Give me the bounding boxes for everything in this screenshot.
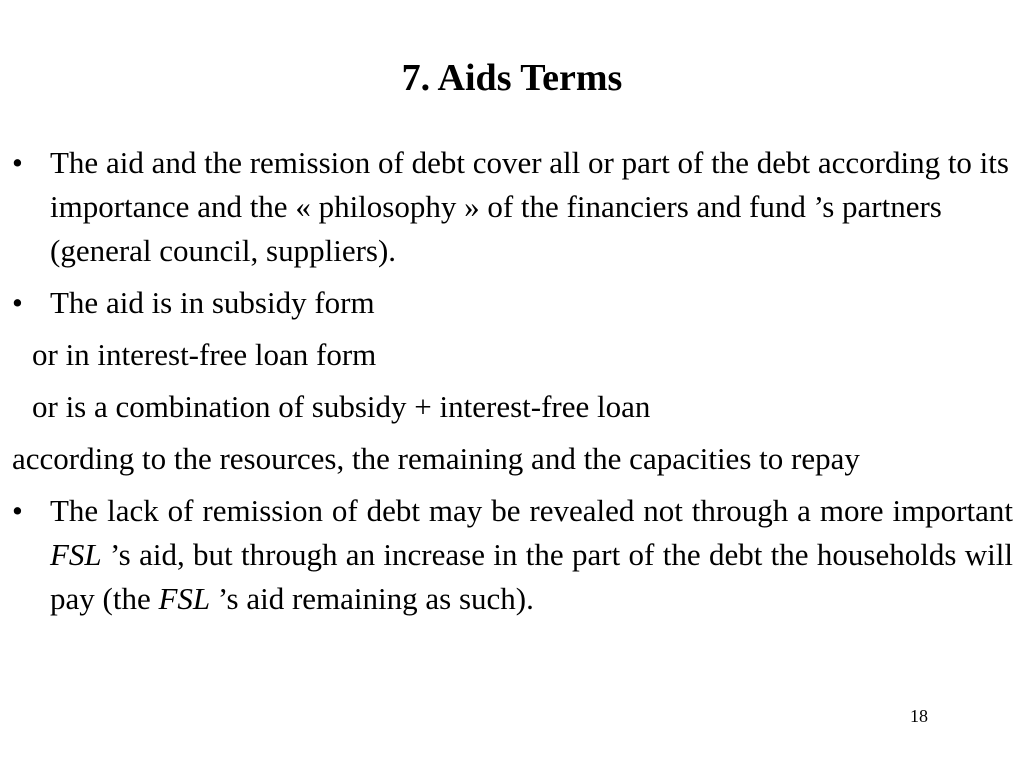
bullet-lack-of-remission — [12, 489, 1013, 621]
fsl-term: FSL — [50, 537, 102, 572]
bullet-subsidy-form: • The aid is in subsidy form — [12, 281, 1013, 325]
line-resources: according to the resources, the remaining and the capacities to repay — [12, 441, 860, 476]
line-combination: or is a combination of subsidy + interest-free loan — [32, 389, 651, 424]
bullet-debt-remission: • The aid and the remission of debt cover all or part of the debt according to its importance and the « philosophy » of the financiers and fund ’s partners (general council, suppliers). — [12, 141, 1013, 273]
slide-content — [12, 141, 1013, 621]
bullet-text-part3: ’s aid remaining as such). — [210, 581, 534, 616]
fsl-term: FSL — [158, 581, 211, 616]
slide-number: 18 — [910, 706, 928, 726]
bullet-text-part1: The lack of remission of debt may be revealed not through a more important — [50, 493, 1013, 528]
slide-title: 7. Aids Terms — [401, 57, 623, 99]
line-interest-free-loan: or in interest-free loan form — [32, 337, 377, 372]
bullet-text-part2: ’s aid, but through an increase in the part of the debt the households will pay (the — [50, 537, 1013, 616]
